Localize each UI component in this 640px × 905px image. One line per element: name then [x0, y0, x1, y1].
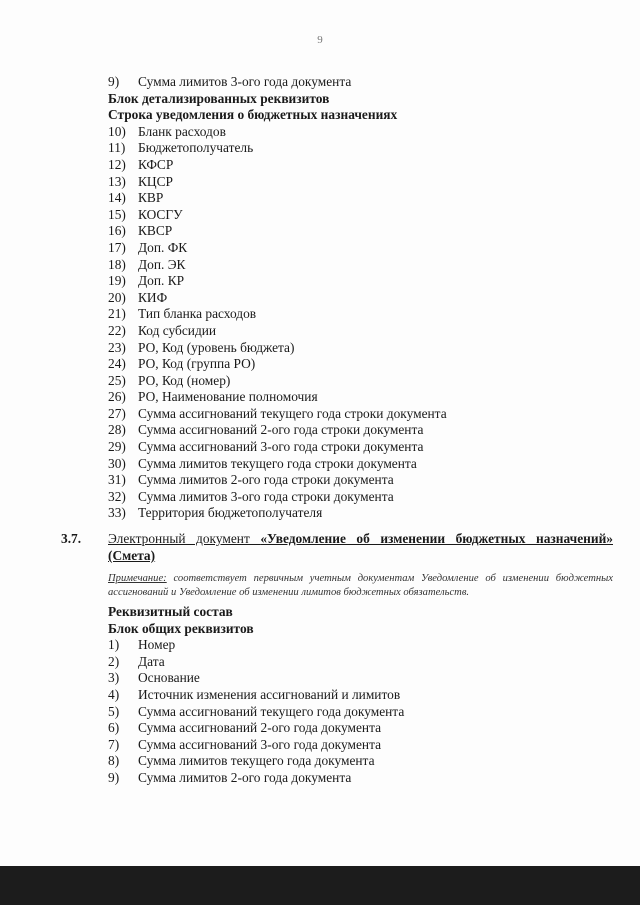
- list-item: [108, 654, 613, 671]
- list-item-number: 28): [108, 422, 126, 438]
- list-item-number: 9): [108, 769, 120, 785]
- list-item: [108, 74, 613, 91]
- general-block-heading: Блок общих реквизитов: [108, 620, 254, 636]
- list-item-text: Источник изменения ассигнований и лимитов: [138, 687, 401, 702]
- list-item-number: 10): [108, 123, 126, 139]
- list-item: [108, 157, 613, 174]
- list-item: [108, 290, 613, 307]
- list-item: [108, 240, 613, 257]
- list-item-number: 11): [108, 140, 126, 156]
- list-item-number: 22): [108, 322, 126, 338]
- list-item-number: 1): [108, 637, 120, 653]
- list-item: [108, 223, 613, 240]
- list-item-text: Сумма лимитов 3-ого года документа: [138, 74, 352, 89]
- list-item: [108, 273, 613, 290]
- section-3-7: [61, 530, 613, 564]
- list-item-text: Доп. ЭК: [138, 256, 186, 272]
- list-item-text: РО, Код (номер): [138, 372, 231, 388]
- list-item: [108, 389, 613, 406]
- list-item-number: 19): [108, 273, 126, 289]
- list-item: [108, 340, 613, 357]
- list-item: [108, 770, 613, 787]
- list-item-number: 33): [108, 505, 126, 521]
- list-item-text: Сумма лимитов текущего года документа: [138, 753, 375, 769]
- list-item-number: 29): [108, 439, 126, 455]
- list-item-text: Сумма лимитов 3-ого года строки документа: [138, 488, 394, 504]
- section-number: 3.7.: [61, 531, 82, 547]
- list-item: [108, 687, 613, 704]
- list-item: [108, 306, 613, 323]
- list-item: [108, 489, 613, 506]
- list-item-text: Доп. ФК: [138, 239, 188, 255]
- list-item-text: Сумма ассигнований 3-ого года документа: [138, 736, 382, 752]
- list-item-number: 30): [108, 455, 126, 471]
- list-item-text: Сумма лимитов 2-ого года строки документа: [138, 472, 394, 488]
- list-item-number: 2): [108, 653, 120, 669]
- list-item-number: 31): [108, 472, 126, 488]
- list-item-number: 27): [108, 405, 126, 421]
- list-item: [108, 456, 613, 473]
- list-item-number: 5): [108, 703, 120, 719]
- list-item: [108, 406, 613, 423]
- list-item: [108, 637, 613, 654]
- section-title-prefix: Электронный документ: [108, 531, 261, 547]
- list-item-number: 16): [108, 223, 126, 239]
- list-item-number: 13): [108, 173, 126, 189]
- block-detailed-heading: Блок детализированных реквизитов: [108, 90, 330, 106]
- block-row-heading: Строка уведомления о бюджетных назначениях: [108, 107, 398, 123]
- list-item-text: КЦСР: [138, 173, 173, 189]
- list-item: [108, 373, 613, 390]
- list-item-text: Сумма ассигнований 2-ого года документа: [138, 720, 382, 736]
- list-item-number: 3): [108, 670, 120, 686]
- list-item-text: КОСГУ: [138, 206, 183, 222]
- list-item: [108, 422, 613, 439]
- section-title: [108, 530, 613, 564]
- list-item-number: 24): [108, 356, 126, 372]
- list-item: [108, 207, 613, 224]
- list-item-text: Сумма лимитов 2-ого года документа: [138, 769, 352, 785]
- list-item-text: КИФ: [138, 289, 168, 305]
- top-list: [108, 74, 613, 91]
- list-item: [108, 753, 613, 770]
- list-item-number: 4): [108, 687, 120, 702]
- section-title-strong: «Уведомление об изменении бюджетных назначений» (Смета): [108, 531, 613, 564]
- list-item-number: 23): [108, 339, 126, 355]
- list-item: [108, 257, 613, 274]
- list-item-number: 12): [108, 156, 126, 172]
- list-item-text: РО, Код (уровень бюджета): [138, 339, 295, 355]
- list-item: [108, 737, 613, 754]
- note-label: Примечание:: [108, 573, 167, 585]
- list-item-text: РО, Наименование полномочия: [138, 389, 318, 405]
- list-item: [108, 140, 613, 157]
- list-item-text: КФСР: [138, 156, 174, 172]
- general-items-list: [108, 637, 613, 786]
- note-text: соответствует первичным учетным документам Уведомление об изменении бюджетных ассигнований и Уведомление об изменении лимитов бюджетных обязательств.: [108, 573, 613, 599]
- page-number: 9: [317, 34, 323, 46]
- list-item-text: Сумма лимитов текущего года строки документа: [138, 455, 417, 471]
- list-item-text: Дата: [138, 653, 165, 669]
- list-item: [108, 323, 613, 340]
- list-item-text: РО, Код (группа РО): [138, 356, 256, 372]
- list-item-number: 17): [108, 239, 126, 255]
- list-item-number: 20): [108, 289, 126, 305]
- list-item-text: Основание: [138, 670, 200, 686]
- list-item: [108, 720, 613, 737]
- list-item-number: 7): [108, 736, 120, 752]
- requisite-heading: Реквизитный состав: [108, 604, 233, 620]
- list-item: [108, 190, 613, 207]
- list-item-text: Территория бюджетополучателя: [138, 505, 323, 521]
- list-item: [108, 439, 613, 456]
- list-item-number: 32): [108, 488, 126, 504]
- list-item-number: 18): [108, 256, 126, 272]
- list-item-text: Сумма ассигнований 2-ого года строки документа: [138, 422, 424, 438]
- list-item-text: КВР: [138, 190, 164, 206]
- row-items-list: [108, 124, 613, 522]
- list-item-text: Номер: [138, 637, 176, 653]
- list-item: [108, 505, 613, 522]
- list-item-number: 6): [108, 720, 120, 736]
- list-item: [108, 124, 613, 141]
- list-item-text: Тип бланка расходов: [138, 306, 257, 322]
- list-item-text: Сумма ассигнований 3-ого года строки документа: [138, 439, 424, 455]
- list-item: [108, 174, 613, 191]
- list-item-text: Бланк расходов: [138, 123, 226, 139]
- list-item: [108, 356, 613, 373]
- list-item-number: 9): [108, 74, 120, 89]
- list-item-number: 8): [108, 753, 120, 769]
- document-content: [61, 74, 613, 787]
- list-item-text: Бюджетополучатель: [138, 140, 254, 156]
- scan-bottom-edge: [0, 866, 640, 905]
- list-item-number: 26): [108, 389, 126, 405]
- list-item: [108, 704, 613, 721]
- list-item-text: КВСР: [138, 223, 173, 239]
- note-paragraph: [108, 572, 613, 600]
- list-item: [108, 472, 613, 489]
- list-item-number: 15): [108, 206, 126, 222]
- list-item: [108, 670, 613, 687]
- list-item-text: Сумма ассигнований текущего года документа: [138, 703, 405, 719]
- list-item-number: 14): [108, 190, 126, 206]
- list-item-text: Доп. КР: [138, 273, 185, 289]
- list-item-number: 21): [108, 306, 126, 322]
- list-item-text: Сумма ассигнований текущего года строки документа: [138, 405, 447, 421]
- list-item-text: Код субсидии: [138, 322, 217, 338]
- list-item-number: 25): [108, 372, 126, 388]
